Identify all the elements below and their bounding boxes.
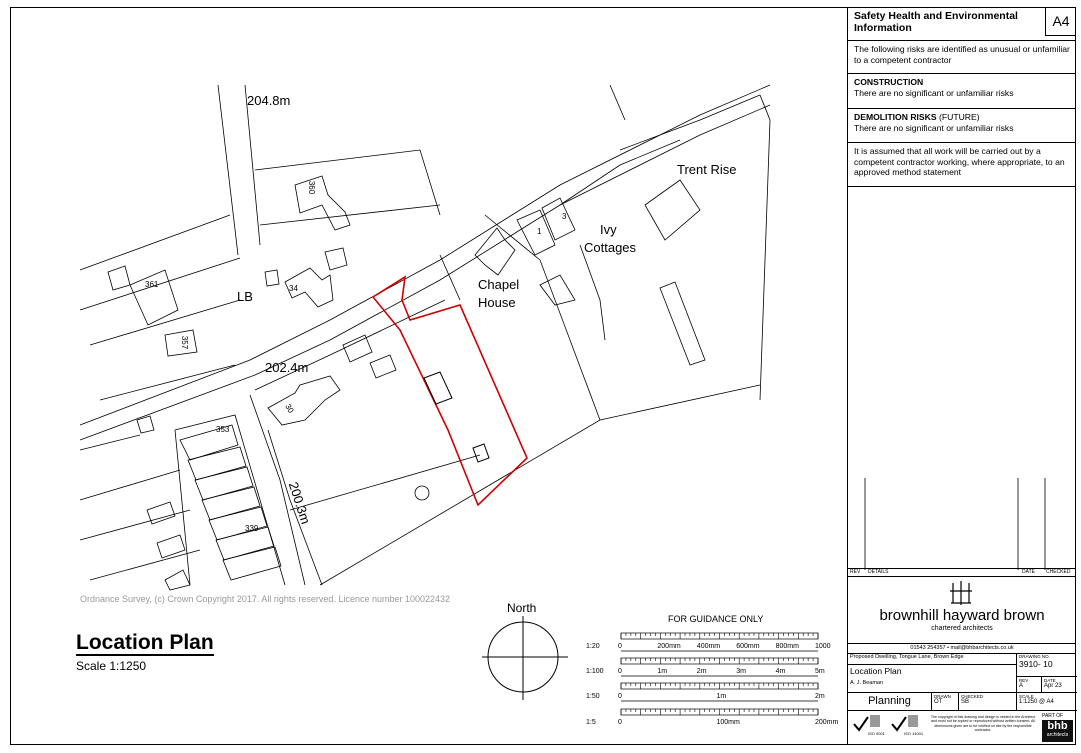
tree-circle <box>415 486 429 500</box>
plan-scale: Scale 1:1250 <box>76 659 147 673</box>
level-202-4: 202.4m <box>265 360 309 375</box>
scale-ratio: 1:50 <box>586 693 600 700</box>
house-number: 361 <box>145 280 159 289</box>
she-intro: The following risks are identified as unusual or unfamiliar to a competent contractor <box>854 44 1070 65</box>
construction-section <box>848 74 1076 109</box>
cert-badge-icon <box>908 715 918 727</box>
scale-tick-label: 0 <box>618 719 622 726</box>
cottages-label: Cottages <box>584 240 637 255</box>
scale-tick-label: 1m <box>716 693 727 700</box>
building <box>325 248 347 270</box>
scale-tick-label: 5m <box>815 668 825 675</box>
house-number: 1 <box>537 227 542 236</box>
scale-tick-label: 2m <box>815 693 825 700</box>
rev-value: A <box>1019 683 1024 689</box>
building <box>540 275 575 305</box>
bhb-logo-text: bhb <box>1047 720 1068 732</box>
site-boundary <box>373 277 527 505</box>
demolition-text: There are no significant or unfamiliar risks <box>854 122 1014 133</box>
iso-9001: ISO 9001 <box>868 731 885 736</box>
scale-tick-label: 100mm <box>716 719 740 726</box>
drawing-no-cell <box>1017 653 1077 677</box>
building <box>660 282 705 365</box>
house-number: 353 <box>216 425 230 434</box>
scale-tick-label: 0 <box>618 693 622 700</box>
house-number: 339 <box>245 524 259 533</box>
title-block <box>847 7 1076 745</box>
scale-value: 1:1250 @ A4 <box>1019 699 1054 705</box>
scale-tick-label: 1m <box>657 668 668 675</box>
house-number: 3 <box>562 212 567 221</box>
sheet-size: A4 <box>1045 7 1076 36</box>
building <box>157 535 185 558</box>
lane-edge <box>218 85 238 255</box>
scale-label: SCALE <box>1019 694 1034 699</box>
checked-value: SB <box>961 699 970 705</box>
she-intro-section <box>848 41 1076 74</box>
drawing-title: Location Plan <box>850 666 902 676</box>
north-label: North <box>507 601 537 615</box>
bhb-logo-sub: architects <box>1046 732 1069 738</box>
rev-cell <box>1017 677 1042 693</box>
firm-sub: chartered architects <box>931 625 993 632</box>
rev-col: REV <box>850 569 861 575</box>
road-edge <box>80 85 770 425</box>
author-cell <box>848 679 1017 693</box>
status-cell <box>848 693 932 711</box>
boundary <box>600 300 605 340</box>
road-edge <box>80 105 770 440</box>
checked-cell <box>959 693 1017 711</box>
scale-tick-label: 800mm <box>775 643 799 650</box>
building-360 <box>295 176 350 230</box>
scalebar-heading: FOR GUIDANCE ONLY <box>668 614 764 624</box>
boundary <box>175 430 190 585</box>
tb-copyright: The copyright of this drawing and design is vested in the Architect and must not be copied or reproduced without written consent. All dimensions given are to be verified on site by the responsible contractor. <box>930 715 1036 733</box>
rev-label: REV <box>1019 678 1029 683</box>
building <box>370 355 396 378</box>
she-title: Safety Health and Environmental Information <box>854 10 1018 34</box>
site-building <box>473 444 489 462</box>
road-edge <box>255 300 445 390</box>
scale-tick-label: 400mm <box>696 643 721 650</box>
construction-heading: CONSTRUCTION <box>854 77 924 87</box>
chapel-label: Chapel <box>478 277 520 292</box>
plan-title: Location Plan <box>76 631 214 654</box>
demolition-suffix: (FUTURE) <box>936 112 980 122</box>
boundary <box>175 415 285 585</box>
date-cell <box>1042 677 1077 693</box>
drawn-value: OT <box>934 699 943 705</box>
drawing-no-label: DRAWING NO. <box>1019 654 1050 659</box>
assumption-section <box>848 143 1076 187</box>
date-col: DATE <box>1022 569 1035 575</box>
house-number: 30 <box>283 402 296 415</box>
terrace-houses <box>180 425 281 580</box>
site-building <box>424 372 452 404</box>
boundary <box>80 435 140 450</box>
firm-contact: 01543 254357 • mail@bhbarchitects.co.uk <box>848 643 1076 654</box>
building <box>343 335 372 362</box>
firm-name: brownhill hayward brown <box>879 607 1045 624</box>
author: A. J. Beaman <box>850 680 884 686</box>
part-of: PART OF <box>1042 713 1064 719</box>
map-copyright: Ordnance Survey, (c) Crown Copyright 2017. All rights reserved. Licence number 100022432 <box>80 594 451 604</box>
lb-label: LB <box>237 289 253 304</box>
project-cell <box>848 653 1017 665</box>
scale-tick-label: 3m <box>736 668 746 675</box>
building-ivy-1 <box>517 210 555 255</box>
north-arrow <box>482 616 568 700</box>
scale-tick-label: 200mm <box>815 719 839 726</box>
scale-tick-label: 4m <box>775 668 786 675</box>
boundary <box>620 95 760 150</box>
cert-badge-icon <box>870 715 880 727</box>
details-col: DETAILS <box>868 569 889 575</box>
boundary <box>80 510 190 540</box>
scale-tick-label: 2m <box>696 668 707 675</box>
boundary <box>320 385 760 585</box>
boundary <box>290 455 480 510</box>
house-number: 34 <box>289 284 298 293</box>
drawn-cell <box>932 693 959 711</box>
scale-tick-label: 1000 <box>815 643 831 650</box>
scale-ratio: 1:100 <box>586 668 604 675</box>
house-number: 360 <box>307 180 317 195</box>
boundary <box>440 255 460 300</box>
scale-ratio: 1:5 <box>586 719 596 726</box>
boundary <box>90 300 240 345</box>
boundary <box>80 215 230 270</box>
she-title-section <box>848 7 1076 41</box>
scale-cell <box>1017 693 1077 711</box>
drawing-no: 3910- 10 <box>1019 659 1053 669</box>
building <box>147 502 175 524</box>
building-trent-rise <box>645 180 700 240</box>
scale-tick-label: 200mm <box>657 643 681 650</box>
building <box>137 416 154 433</box>
construction-text: There are no significant or unfamiliar risks <box>854 87 1014 98</box>
iso-14001: ISO 14001 <box>904 731 924 736</box>
boundary <box>90 550 200 580</box>
building <box>265 270 279 286</box>
assumption-text: It is assumed that all work will be carried out by a competent contractor working, where appropriate, to an approved method statement <box>854 146 1065 177</box>
boundary <box>760 95 770 400</box>
boundary <box>610 85 625 120</box>
date-value: Apr 23 <box>1044 683 1062 689</box>
rev-header <box>848 568 1076 577</box>
building <box>108 266 130 290</box>
level-204-8: 204.8m <box>247 93 291 108</box>
level-200-3: 200.3m <box>285 480 314 526</box>
building-30 <box>268 376 340 425</box>
demolition-section <box>848 109 1076 143</box>
firm-emblem-icon <box>948 579 974 607</box>
scale-tick-label: 600mm <box>736 643 760 650</box>
boundary <box>260 205 440 225</box>
scale-tick-label: 0 <box>618 668 622 675</box>
demolition-heading: DEMOLITION RISKS <box>854 112 937 122</box>
checked-label: CHECKED <box>961 694 984 699</box>
house-number: 357 <box>180 335 190 350</box>
bhb-logo <box>1042 720 1073 742</box>
scale-ratio: 1:20 <box>586 643 600 650</box>
boundary <box>80 470 180 500</box>
boundary <box>100 365 235 400</box>
drawn-label: DRAWN <box>934 694 951 699</box>
date-label: DATE <box>1044 678 1056 683</box>
drawing-title-cell <box>848 665 1017 679</box>
scale-tick-label: 0 <box>618 643 622 650</box>
status: Planning <box>868 695 911 707</box>
checked-col: CHECKED <box>1046 569 1071 575</box>
building-361 <box>130 270 178 325</box>
building <box>165 570 190 590</box>
boundary <box>80 258 240 310</box>
lane-edge <box>245 85 260 245</box>
building-ivy-3 <box>542 198 575 240</box>
project-name: Proposed Dwelling, Tongue Lane, Brown Edge <box>850 654 964 660</box>
house-label: House <box>478 295 516 310</box>
trent-rise-label: Trent Rise <box>677 162 737 177</box>
ivy-label: Ivy <box>600 222 617 237</box>
boundary <box>255 150 440 215</box>
boundary <box>540 260 600 420</box>
